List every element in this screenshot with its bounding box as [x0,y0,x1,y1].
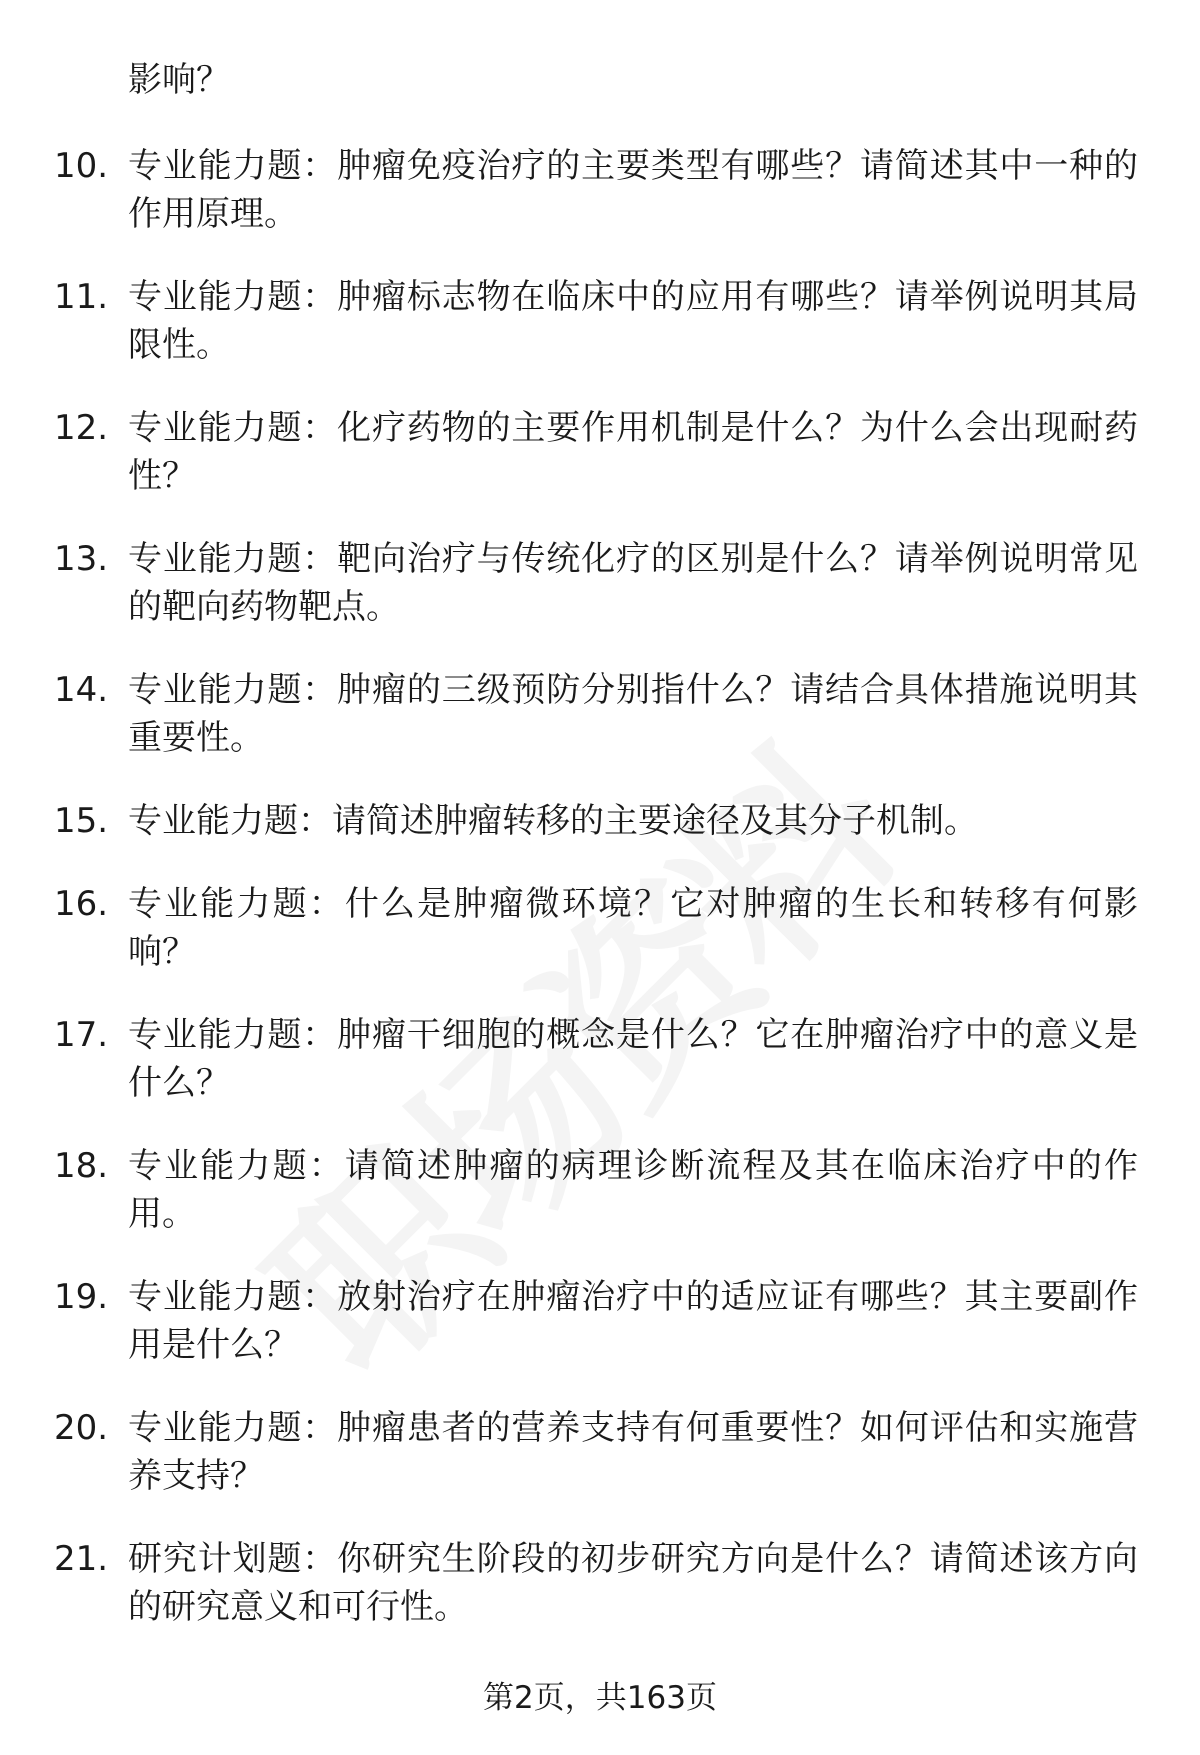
question-number: 16. [54,884,109,924]
question-item [0,404,1200,535]
question-number: 10. [54,146,109,186]
question-item [0,273,1200,404]
continuation-text: 影响？ [128,60,230,100]
question-text: 专业能力题：放射治疗在肿瘤治疗中的适应证有哪些？其主要副作用是什么？ [128,1277,1138,1365]
page-footer: 第2页，共163页 [483,1680,717,1716]
question-number: 21. [54,1539,109,1579]
question-item [0,1273,1200,1404]
question-text: 专业能力题：什么是肿瘤微环境？它对肿瘤的生长和转移有何影响？ [128,884,1138,972]
question-number: 12. [54,408,109,448]
question-list [0,142,1200,1666]
question-number: 15. [54,801,109,841]
question-text: 专业能力题：肿瘤标志物在临床中的应用有哪些？请举例说明其局限性。 [128,277,1138,365]
question-item [0,1142,1200,1273]
question-text: 专业能力题：靶向治疗与传统化疗的区别是什么？请举例说明常见的靶向药物靶点。 [128,539,1138,627]
question-text: 专业能力题：肿瘤干细胞的概念是什么？它在肿瘤治疗中的意义是什么？ [128,1015,1138,1103]
question-text: 专业能力题：请简述肿瘤转移的主要途径及其分子机制。 [128,801,978,841]
question-number: 18. [54,1146,109,1186]
question-number: 13. [54,539,109,579]
question-item [0,535,1200,666]
question-item [0,142,1200,273]
question-item [0,1011,1200,1142]
question-item [0,1535,1200,1666]
question-text: 专业能力题：请简述肿瘤的病理诊断流程及其在临床治疗中的作用。 [128,1146,1138,1234]
question-text: 研究计划题：你研究生阶段的初步研究方向是什么？请简述该方向的研究意义和可行性。 [128,1539,1138,1627]
question-number: 14. [54,670,109,710]
question-item [0,880,1200,1011]
question-item [0,666,1200,797]
question-number: 19. [54,1277,109,1317]
question-number: 11. [54,277,109,317]
question-item [0,797,1200,880]
question-number: 17. [54,1015,109,1055]
question-text: 专业能力题：肿瘤的三级预防分别指什么？请结合具体措施说明其重要性。 [128,670,1138,758]
question-item [0,1404,1200,1535]
question-text: 专业能力题：化疗药物的主要作用机制是什么？为什么会出现耐药性？ [128,408,1138,496]
question-number: 20. [54,1408,109,1448]
question-text: 专业能力题：肿瘤患者的营养支持有何重要性？如何评估和实施营养支持？ [128,1408,1138,1496]
question-text: 专业能力题：肿瘤免疫治疗的主要类型有哪些？请简述其中一种的作用原理。 [128,146,1138,234]
